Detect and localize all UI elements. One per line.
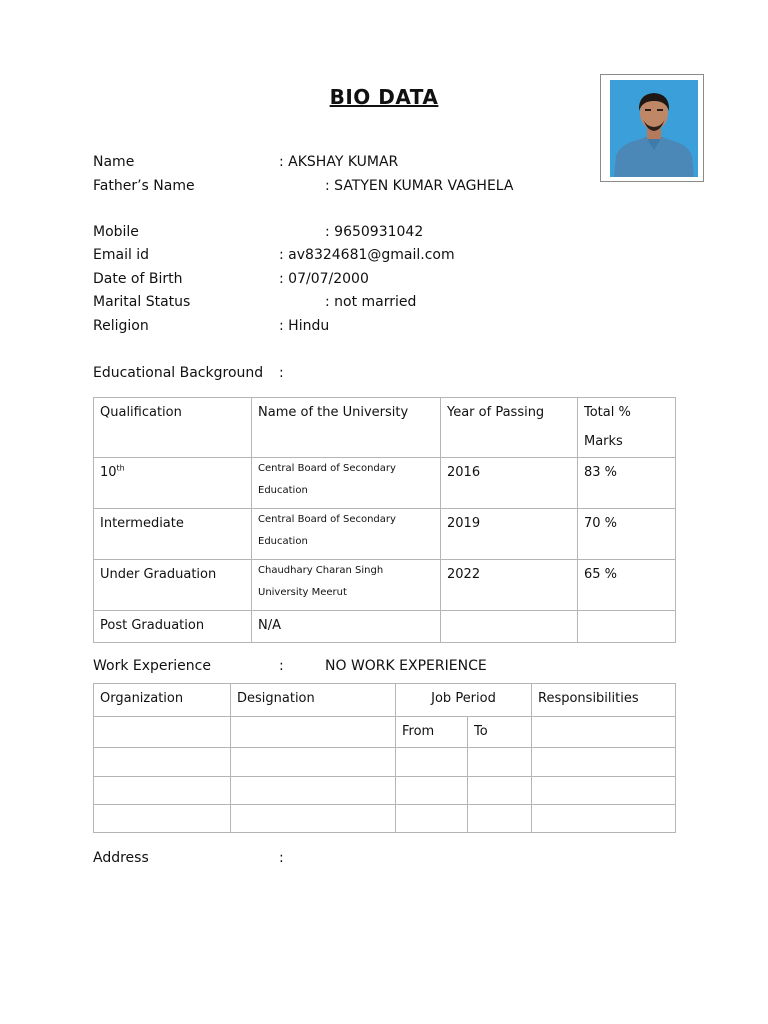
table-cell xyxy=(94,777,231,805)
header-total-marks xyxy=(578,398,676,458)
table-cell xyxy=(532,777,676,805)
father-name-label: Father’s Name xyxy=(93,178,195,194)
header-organization: Organization xyxy=(94,684,231,717)
table-cell xyxy=(468,748,532,777)
education-heading-colon: : xyxy=(279,365,284,381)
table-cell xyxy=(94,748,231,777)
address-label: Address xyxy=(93,850,149,866)
table-cell xyxy=(468,777,532,805)
year-cell: 2016 xyxy=(441,458,578,509)
education-header-row xyxy=(94,398,676,458)
marks-cell xyxy=(578,611,676,643)
work-experience-colon: : xyxy=(279,658,284,674)
work-header-row xyxy=(94,684,676,717)
header-designation: Designation xyxy=(231,684,396,717)
header-university: Name of the University xyxy=(252,398,441,458)
email-value: : av8324681@gmail.com xyxy=(279,247,455,263)
father-name-value: : SATYEN KUMAR VAGHELA xyxy=(325,178,514,194)
table-row xyxy=(94,509,676,560)
table-cell xyxy=(231,805,396,833)
dob-value: : 07/07/2000 xyxy=(279,271,369,287)
table-cell xyxy=(468,805,532,833)
qualification-cell: Post Graduation xyxy=(94,611,252,643)
university-cell: Chaudhary Charan Singh University Meerut xyxy=(252,560,441,611)
table-row xyxy=(94,611,676,643)
header-total-percent: Total % xyxy=(584,405,631,420)
table-cell xyxy=(396,777,468,805)
header-year-of-passing: Year of Passing xyxy=(441,398,578,458)
table-cell xyxy=(231,748,396,777)
header-to: To xyxy=(468,717,532,748)
table-row xyxy=(94,777,676,805)
marks-cell: 70 % xyxy=(578,509,676,560)
table-row xyxy=(94,748,676,777)
marks-cell: 83 % xyxy=(578,458,676,509)
profile-photo xyxy=(610,80,698,177)
page-title: BIO DATA xyxy=(329,85,439,109)
table-cell xyxy=(532,748,676,777)
work-experience-heading: Work Experience xyxy=(93,658,211,674)
name-value: : AKSHAY KUMAR xyxy=(279,154,399,170)
name-label: Name xyxy=(93,154,135,170)
year-cell xyxy=(441,611,578,643)
table-cell xyxy=(231,717,396,748)
table-cell xyxy=(94,717,231,748)
qualification-cell: 10th xyxy=(94,458,252,509)
person-photo-icon xyxy=(610,80,698,177)
marital-status-label: Marital Status xyxy=(93,294,191,310)
table-cell xyxy=(94,805,231,833)
dob-label: Date of Birth xyxy=(93,271,183,287)
table-cell xyxy=(532,717,676,748)
year-cell: 2019 xyxy=(441,509,578,560)
qualification-cell: Under Graduation xyxy=(94,560,252,611)
marks-cell: 65 % xyxy=(578,560,676,611)
university-cell: Central Board of Secondary Education xyxy=(252,458,441,509)
table-row xyxy=(94,560,676,611)
table-cell xyxy=(396,805,468,833)
table-cell xyxy=(396,748,468,777)
university-cell: Central Board of Secondary Education xyxy=(252,509,441,560)
header-qualification: Qualification xyxy=(94,398,252,458)
table-cell xyxy=(532,805,676,833)
header-from: From xyxy=(396,717,468,748)
education-table xyxy=(93,397,676,643)
education-heading: Educational Background xyxy=(93,365,264,381)
header-responsibilities: Responsibilities xyxy=(532,684,676,717)
mobile-value: : 9650931042 xyxy=(325,224,424,240)
profile-photo-frame xyxy=(600,74,704,182)
table-row xyxy=(94,458,676,509)
email-label: Email id xyxy=(93,247,150,263)
religion-label: Religion xyxy=(93,318,149,334)
religion-value: : Hindu xyxy=(279,318,330,334)
work-subheader-row xyxy=(94,717,676,748)
ordinal-suffix: th xyxy=(116,463,125,473)
university-cell: N/A xyxy=(252,611,441,643)
year-cell: 2022 xyxy=(441,560,578,611)
table-row xyxy=(94,805,676,833)
qualification-cell: Intermediate xyxy=(94,509,252,560)
table-cell xyxy=(231,777,396,805)
marital-status-value: : not married xyxy=(325,294,417,310)
address-colon: : xyxy=(279,850,284,866)
header-job-period: Job Period xyxy=(396,684,532,717)
mobile-label: Mobile xyxy=(93,224,139,240)
work-experience-table xyxy=(93,683,676,833)
header-marks: Marks xyxy=(584,434,623,449)
work-experience-value: NO WORK EXPERIENCE xyxy=(325,658,487,674)
